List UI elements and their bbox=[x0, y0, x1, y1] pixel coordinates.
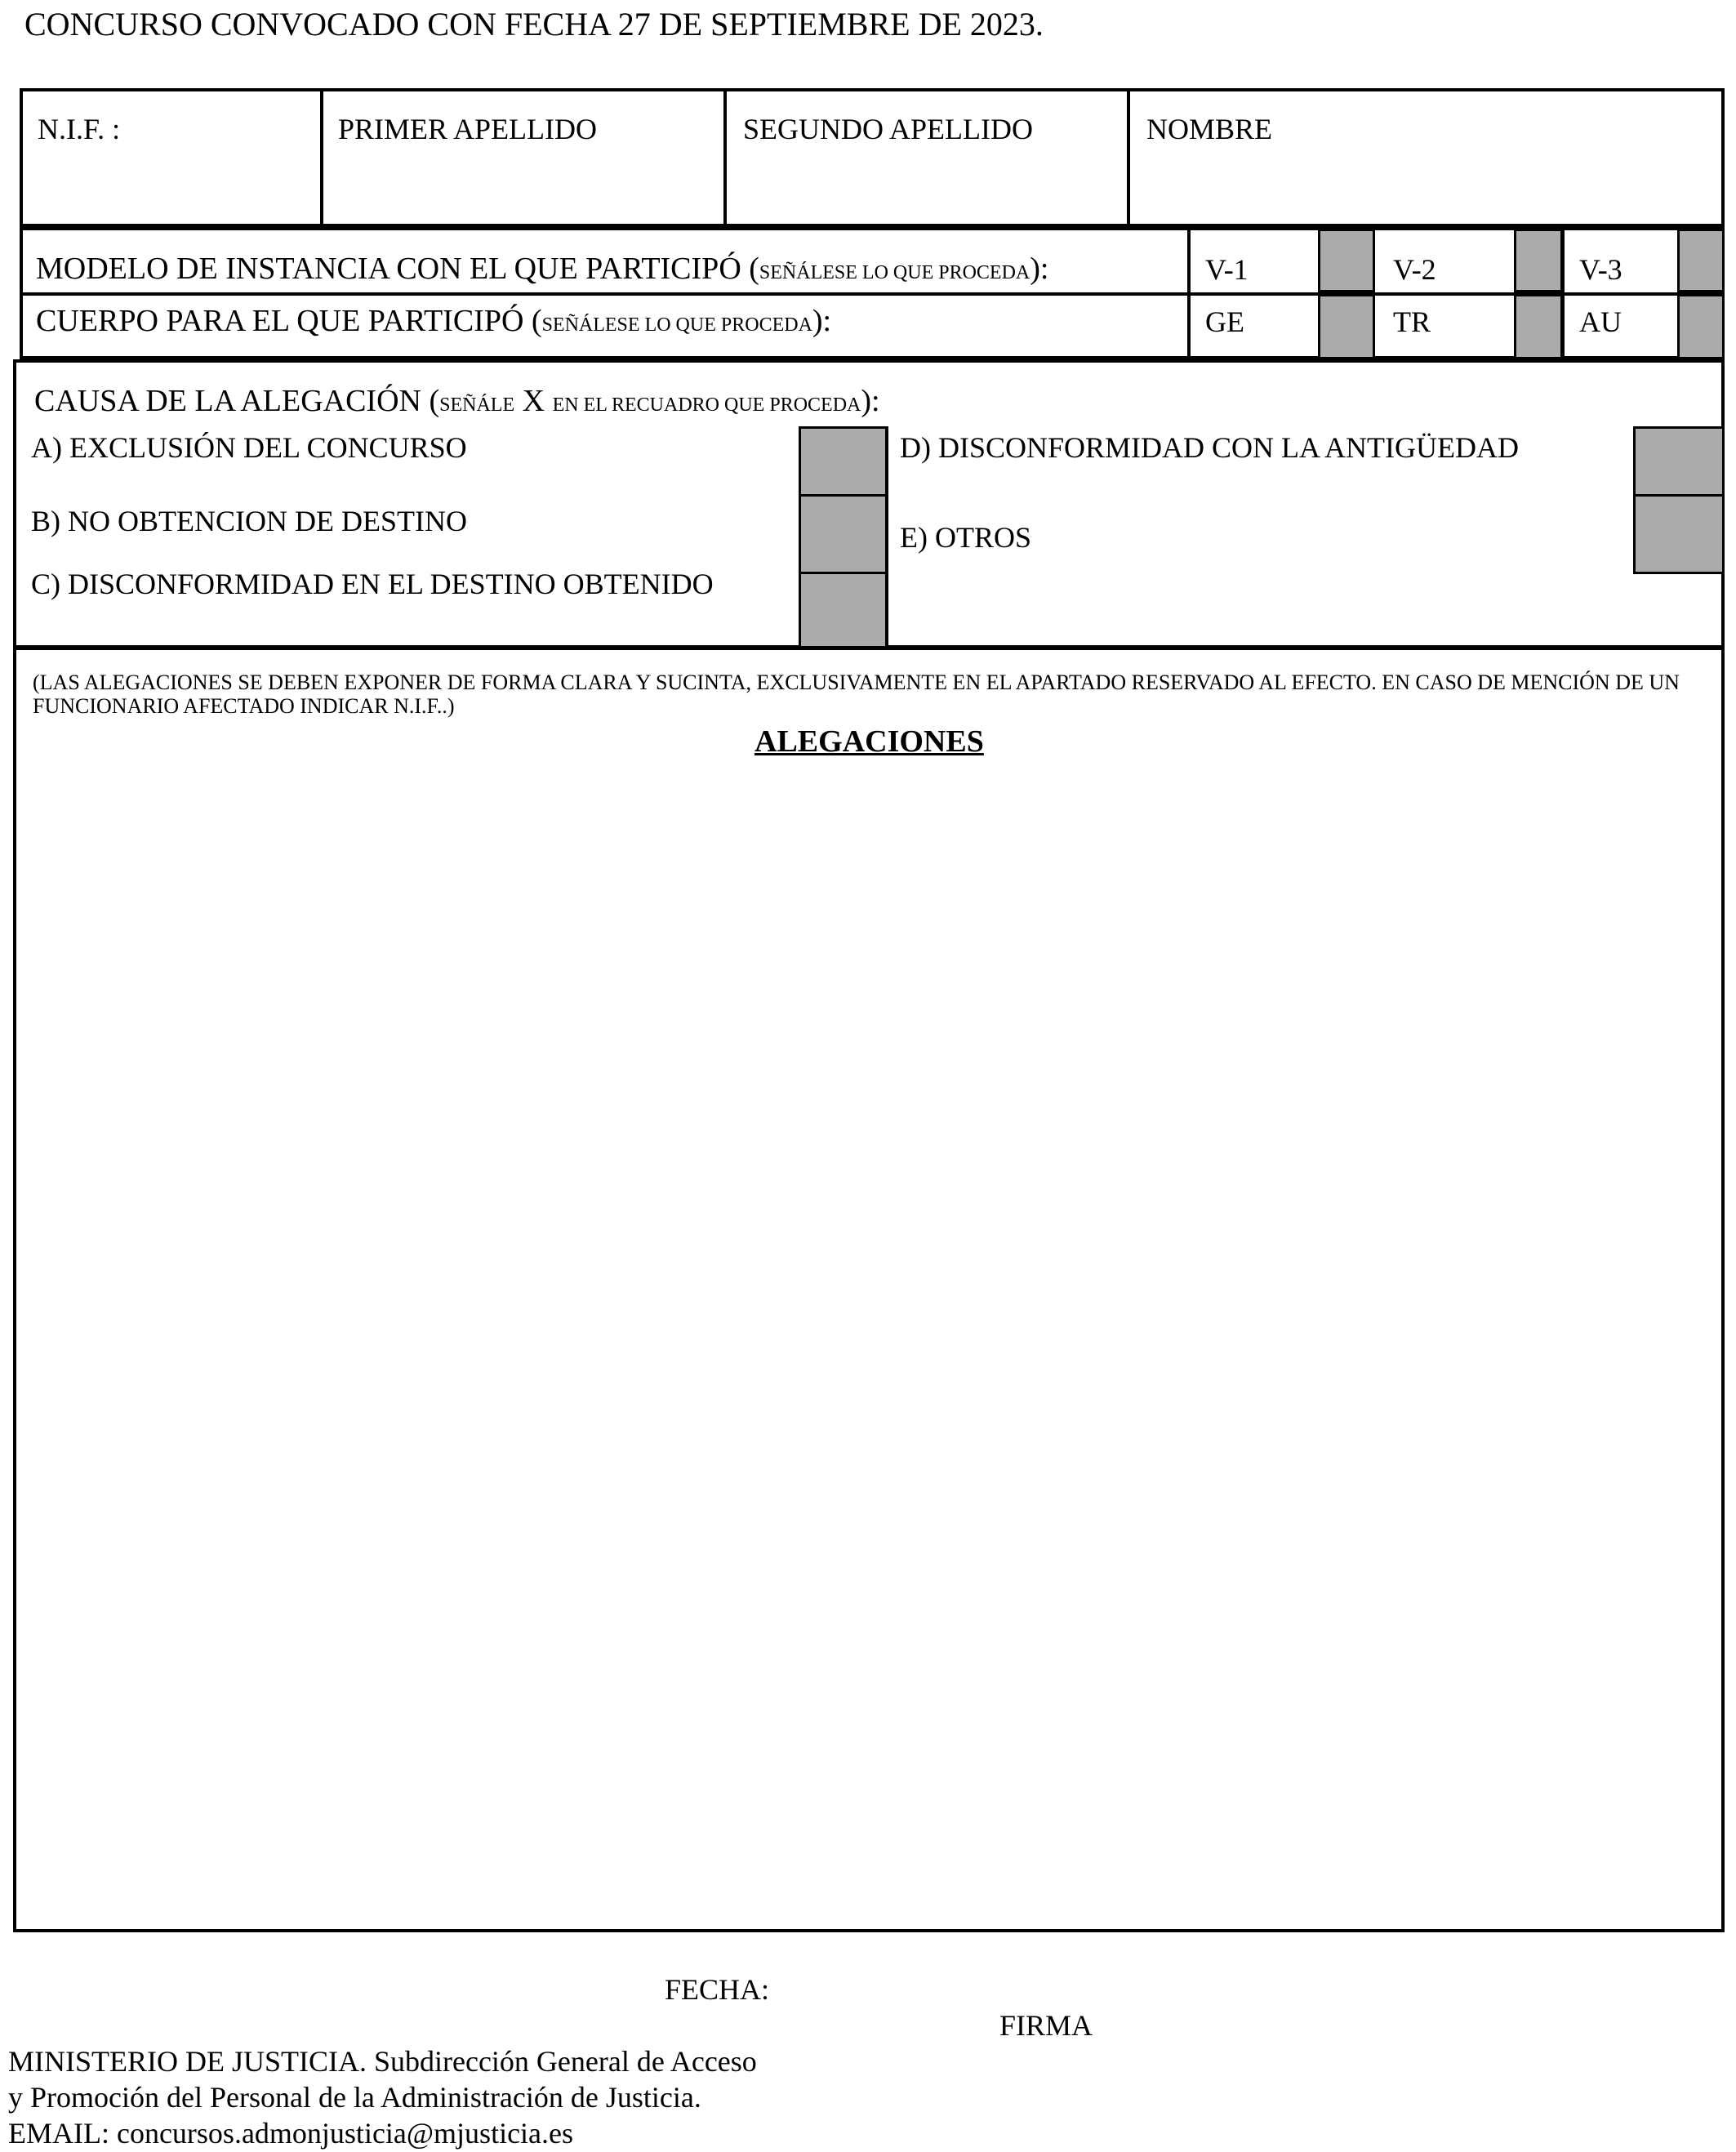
option-tr-label: TR bbox=[1393, 305, 1431, 338]
firma-label: FIRMA bbox=[999, 2009, 1093, 2042]
checkbox-c[interactable] bbox=[799, 572, 888, 648]
divider bbox=[320, 88, 323, 227]
nif-field[interactable]: N.I.F. : bbox=[38, 113, 121, 145]
divider bbox=[885, 426, 888, 648]
checkbox-au[interactable] bbox=[1677, 294, 1725, 359]
page-title: CONCURSO CONVOCADO CON FECHA 27 DE SEPTIEMBRE DE 2023. bbox=[24, 6, 1044, 42]
ministry-line-1: MINISTERIO DE JUSTICIA. Subdirección General de Acceso bbox=[8, 2045, 757, 2078]
checkbox-a[interactable] bbox=[799, 426, 888, 497]
option-v3-label: V-3 bbox=[1579, 253, 1622, 286]
checkbox-tr[interactable] bbox=[1514, 294, 1563, 359]
cuerpo-label: CUERPO PARA EL QUE PARTICIPÓ (SEÑÁLESE LO QUE PROCEDA): bbox=[36, 304, 832, 338]
checkbox-v3[interactable] bbox=[1677, 229, 1725, 292]
option-v1-label: V-1 bbox=[1205, 253, 1249, 286]
primer-apellido-field[interactable]: PRIMER APELLIDO bbox=[338, 113, 598, 145]
identity-table bbox=[20, 88, 1725, 227]
divider bbox=[723, 88, 727, 227]
option-b-label: B) NO OBTENCION DE DESTINO bbox=[31, 505, 467, 537]
option-d-label: D) DISCONFORMIDAD CON LA ANTIGÜEDAD bbox=[900, 431, 1520, 464]
segundo-apellido-field[interactable]: SEGUNDO APELLIDO bbox=[743, 113, 1033, 145]
option-c-label: C) DISCONFORMIDAD EN EL DESTINO OBTENIDO bbox=[31, 568, 714, 600]
option-au-label: AU bbox=[1579, 305, 1622, 338]
checkbox-ge[interactable] bbox=[1318, 294, 1375, 359]
nombre-field[interactable]: NOMBRE bbox=[1146, 113, 1273, 145]
alegaciones-note: (LAS ALEGACIONES SE DEBEN EXPONER DE FORMA CLARA Y SUCINTA, EXCLUSIVAMENTE EN EL APARTADO RESERVADO AL EFECTO. EN CASO DE MENCIÓN DE UN FUNCIONARIO AFECTADO INDICAR N.I.F..) bbox=[33, 671, 1680, 718]
contact-email[interactable]: EMAIL: concursos.admonjusticia@mjusticia.es bbox=[8, 2117, 574, 2150]
option-a-label: A) EXCLUSIÓN DEL CONCURSO bbox=[31, 431, 467, 464]
option-ge-label: GE bbox=[1205, 305, 1244, 338]
alegaciones-box[interactable] bbox=[13, 647, 1725, 1932]
checkbox-e[interactable] bbox=[1633, 494, 1725, 574]
checkbox-v2[interactable] bbox=[1514, 229, 1563, 292]
alegaciones-heading: ALEGACIONES bbox=[754, 724, 984, 759]
modelo-label: MODELO DE INSTANCIA CON EL QUE PARTICIPÓ (SEÑÁLESE LO QUE PROCEDA): bbox=[36, 252, 1049, 286]
option-e-label: E) OTROS bbox=[900, 521, 1031, 554]
divider bbox=[20, 292, 1725, 296]
checkbox-v1[interactable] bbox=[1318, 229, 1375, 292]
divider bbox=[1127, 88, 1130, 227]
checkbox-b[interactable] bbox=[799, 494, 888, 574]
option-v2-label: V-2 bbox=[1393, 253, 1436, 286]
causa-label: CAUSA DE LA ALEGACIÓN (SEÑÁLE X EN EL RECUADRO QUE PROCEDA): bbox=[34, 384, 880, 418]
checkbox-d[interactable] bbox=[1633, 426, 1725, 497]
ministry-line-2: y Promoción del Personal de la Administración de Justicia. bbox=[8, 2081, 701, 2114]
fecha-label: FECHA: bbox=[665, 1973, 770, 2006]
divider bbox=[1187, 227, 1191, 359]
